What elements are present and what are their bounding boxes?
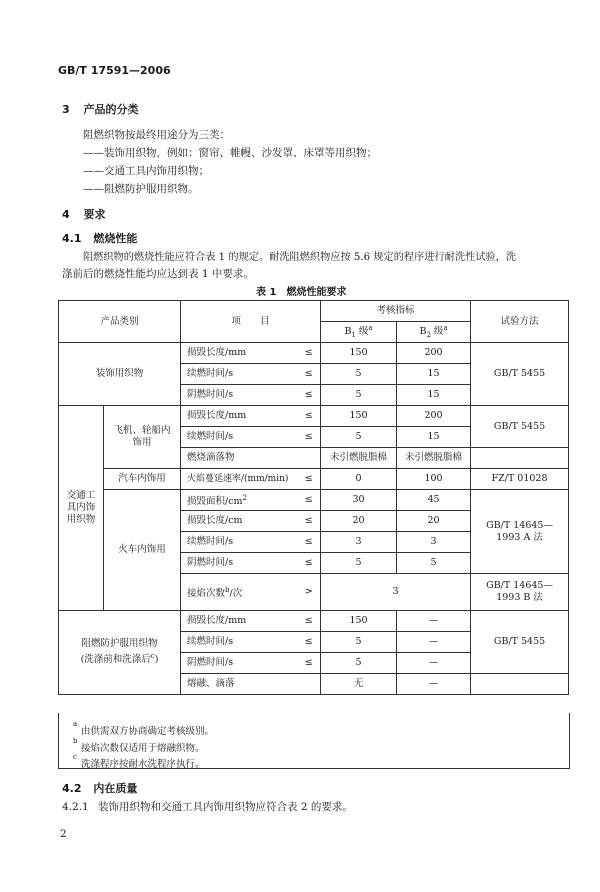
- operator-cell: ≤: [298, 632, 321, 653]
- subcategory-cell: 汽车内饰用: [104, 469, 181, 490]
- b1-cell: 150: [321, 406, 397, 427]
- classification-item: ——交通工具内饰用织物；: [83, 165, 209, 177]
- category-cell: 交通工具内饰用织物: [59, 406, 104, 611]
- b2-cell: 200: [397, 406, 471, 427]
- footnote: a 由供需双方协商确定考核级别。: [73, 720, 215, 737]
- operator-cell: [298, 448, 321, 469]
- item-cell: 火焰蔓延速率/(mm/min): [181, 469, 298, 490]
- header-b1: $B_1$ 级$^a$: [321, 322, 397, 343]
- body-paragraph-line: 阻燃织物的燃烧性能应符合表 1 的规定。耐洗阻燃织物应按 5.6 规定的程序进行耐洗性试验，洗: [83, 252, 516, 263]
- table-row: [59, 611, 569, 632]
- item-cell: 损毁长度/mm: [181, 611, 298, 632]
- subsection-title: 内在质量: [93, 782, 138, 795]
- section-number: 4: [62, 208, 70, 221]
- header-category: 产品类别: [59, 301, 181, 343]
- table-header-row: [59, 301, 569, 322]
- item-cell: 燃烧滴落物: [181, 448, 298, 469]
- item-cell: 续燃时间/s: [181, 632, 298, 653]
- header-index: 考核指标: [321, 301, 471, 322]
- subcategory-cell: 飞机、轮船内饰用: [104, 406, 181, 469]
- table-row: [59, 343, 569, 364]
- value-cell: 3: [321, 574, 471, 611]
- b2-cell: 15: [397, 427, 471, 448]
- section-title: 要求: [83, 208, 106, 221]
- item-cell: 续燃时间/s: [181, 364, 298, 385]
- b1-cell: 0: [321, 469, 397, 490]
- b1-cell: 5: [321, 385, 397, 406]
- item-cell: 接焰次数$^b$/次: [181, 574, 298, 611]
- page-number: 2: [60, 828, 67, 840]
- operator-cell: ≤: [298, 385, 321, 406]
- category-cell: 阻燃防护服用织物 (洗涤前和洗涤后$^c$): [59, 611, 181, 695]
- header-item: 项 目: [181, 301, 321, 343]
- b1-cell: 5: [321, 427, 397, 448]
- b2-cell: 15: [397, 385, 471, 406]
- b2-cell: —: [397, 674, 471, 695]
- item-cell: 阴燃时间/s: [181, 653, 298, 674]
- b2-cell: —: [397, 653, 471, 674]
- subsection-title: 燃烧性能: [93, 232, 138, 245]
- item-cell: 损毁长度/cm: [181, 511, 298, 532]
- b1-cell: 5: [321, 553, 397, 574]
- method-cell: GB/T 5455: [471, 406, 569, 448]
- section-3-heading: [62, 101, 139, 117]
- standard-number: GB/T 17591—2006: [58, 64, 171, 77]
- operator-cell: ≤: [298, 364, 321, 385]
- item-cell: 损毁长度/mm: [181, 406, 298, 427]
- b1-cell: 5: [321, 364, 397, 385]
- operator-cell: ≤: [298, 653, 321, 674]
- operator-cell: ≤: [298, 406, 321, 427]
- subsection-number: 4.2: [62, 782, 82, 795]
- subsection-number: 4.1: [62, 232, 82, 245]
- method-cell: [471, 448, 569, 469]
- method-cell: GB/T 5455: [471, 611, 569, 674]
- footnote: b 接焰次数仅适用于熔融织物。: [73, 737, 205, 754]
- b1-cell: 20: [321, 511, 397, 532]
- operator-cell: ≤: [298, 343, 321, 364]
- operator-cell: ≤: [298, 490, 321, 511]
- classification-item: ——装饰用织物，例如：窗帘、帷幔、沙发罩、床罩等用织物；: [83, 147, 377, 159]
- b1-cell: 150: [321, 343, 397, 364]
- item-cell: 损毁面积$/cm^2$: [181, 490, 298, 511]
- b2-cell: 100: [397, 469, 471, 490]
- b2-cell: 5: [397, 553, 471, 574]
- operator-cell: ≤: [298, 532, 321, 553]
- item-cell: 阴燃时间/s: [181, 553, 298, 574]
- item-cell: 阴燃时间/s: [181, 385, 298, 406]
- method-cell: GB/T 14645—1993 B 法: [471, 574, 569, 611]
- body-paragraph-line: 涤前后的燃烧性能均应达到表 1 中要求。: [62, 268, 254, 280]
- section-4-heading: [62, 206, 106, 222]
- operator-cell: >: [298, 574, 321, 611]
- category-cell: 装饰用织物: [59, 343, 181, 406]
- subsection-4-1-heading: [62, 230, 137, 246]
- b1-cell: 150: [321, 611, 397, 632]
- operator-cell: ≤: [298, 469, 321, 490]
- table-caption: 表 1 燃烧性能要求: [256, 287, 347, 298]
- clause-text: 装饰用织物和交通工具内饰用织物应符合表 2 的要求。: [98, 801, 353, 813]
- flammability-table: [58, 300, 569, 695]
- table-footnotes: [58, 713, 570, 769]
- operator-cell: [298, 674, 321, 695]
- table-row: [59, 469, 569, 490]
- b1-cell: 5: [321, 632, 397, 653]
- b2-cell: —: [397, 632, 471, 653]
- header-b2: $B_2$ 级$^a$: [397, 322, 471, 343]
- b1-cell: 未引燃脱脂棉: [321, 448, 397, 469]
- item-cell: 熔融、滴落: [181, 674, 298, 695]
- b2-cell: —: [397, 611, 471, 632]
- footnote: c 洗涤程序按耐水洗程序执行。: [73, 753, 205, 770]
- item-cell: 续燃时间/s: [181, 532, 298, 553]
- item-cell: 损毁长度/mm: [181, 343, 298, 364]
- method-cell: [471, 674, 569, 695]
- b1-cell: 30: [321, 490, 397, 511]
- table-row: [59, 490, 569, 511]
- operator-cell: ≤: [298, 611, 321, 632]
- b2-cell: 15: [397, 364, 471, 385]
- item-cell: 续燃时间/s: [181, 427, 298, 448]
- method-cell: FZ/T 01028: [471, 469, 569, 490]
- b2-cell: 未引燃脱脂棉: [397, 448, 471, 469]
- b2-cell: 3: [397, 532, 471, 553]
- section-number: 3: [62, 103, 70, 116]
- b2-cell: 200: [397, 343, 471, 364]
- section-title: 产品的分类: [83, 103, 139, 116]
- b1-cell: 3: [321, 532, 397, 553]
- classification-intro: 阻燃织物按最终用途分为三类：: [83, 129, 230, 141]
- clause-4-2-1: [62, 799, 353, 814]
- method-cell: GB/T 5455: [471, 343, 569, 406]
- b2-cell: 45: [397, 490, 471, 511]
- operator-cell: ≤: [298, 427, 321, 448]
- b2-cell: 20: [397, 511, 471, 532]
- classification-item: ——阻燃防护服用织物。: [83, 183, 199, 195]
- operator-cell: ≤: [298, 553, 321, 574]
- table-row: [59, 406, 569, 427]
- header-method: 试验方法: [471, 301, 569, 343]
- b1-cell: 5: [321, 653, 397, 674]
- operator-cell: ≤: [298, 511, 321, 532]
- subcategory-cell: 火车内饰用: [104, 490, 181, 611]
- clause-number: 4.2.1: [62, 801, 89, 813]
- b1-cell: 无: [321, 674, 397, 695]
- method-cell: GB/T 14645—1993 A 法: [471, 490, 569, 574]
- subsection-4-2-heading: [62, 780, 137, 796]
